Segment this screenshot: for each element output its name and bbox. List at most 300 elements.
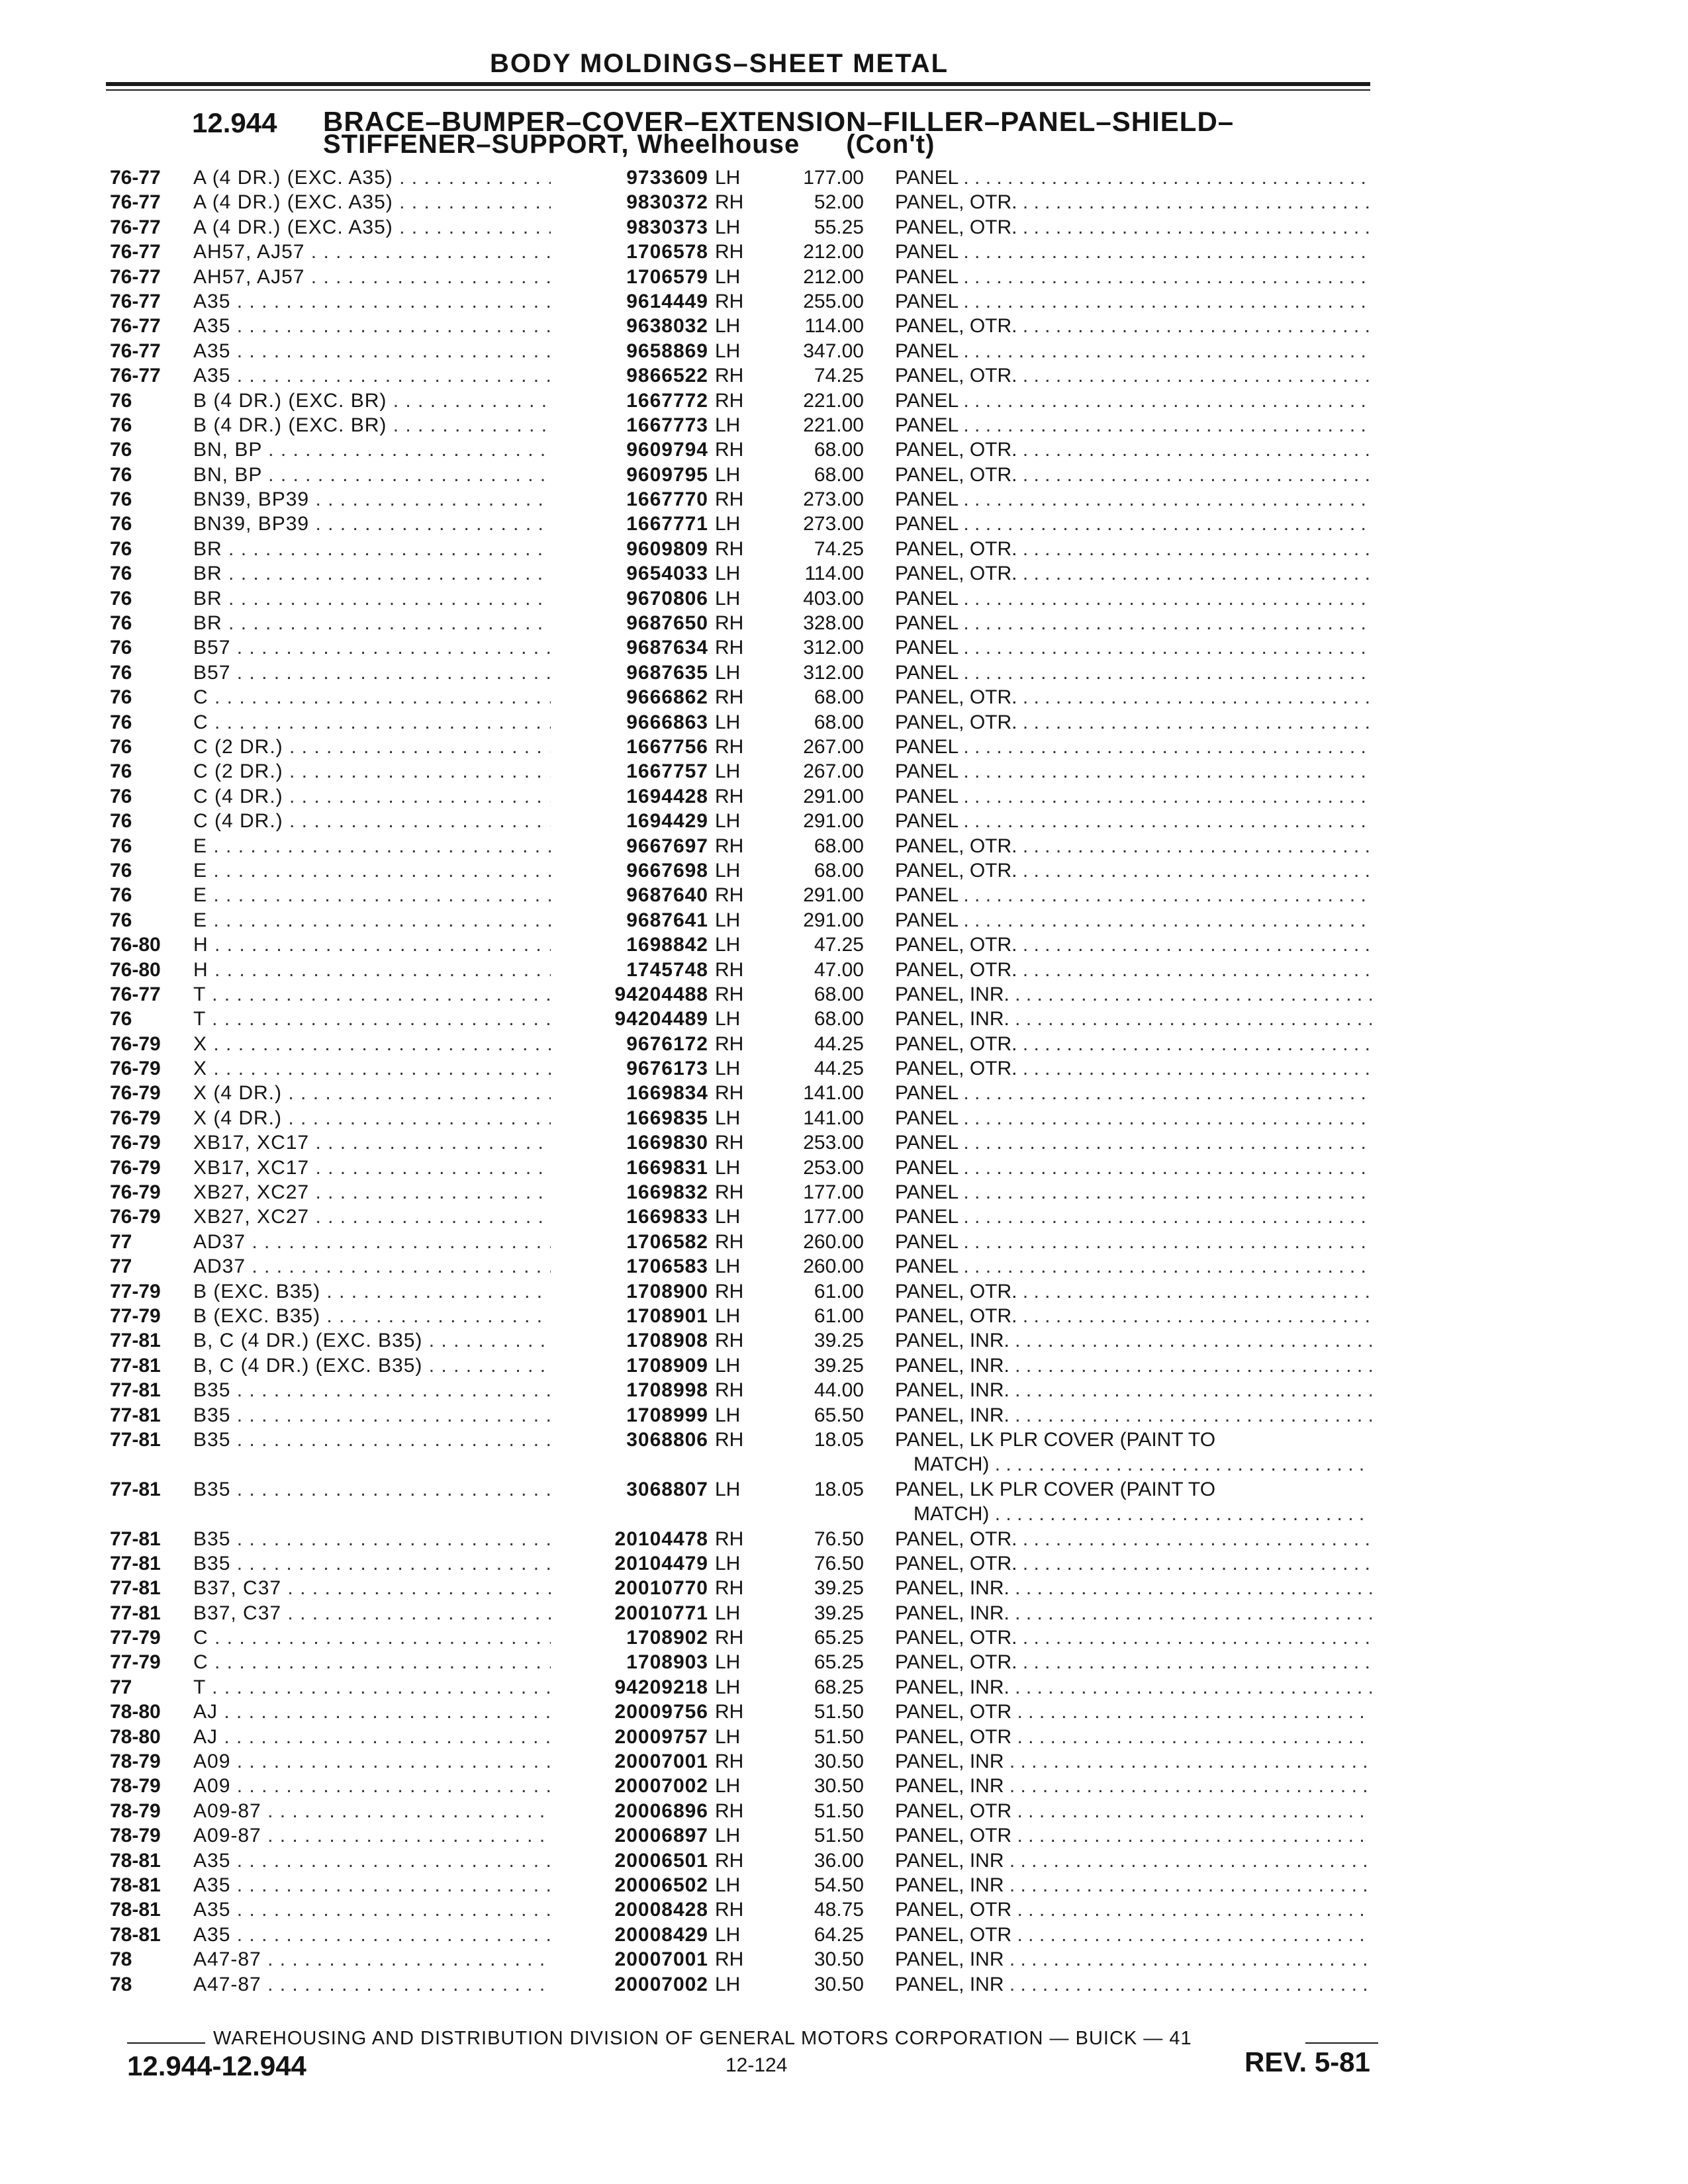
year-cell: 76 <box>110 686 132 709</box>
description-cell: PANEL . . . <box>895 388 1372 413</box>
part-number-cell: 1667772 <box>626 389 708 412</box>
year-cell: 78 <box>110 1948 132 1971</box>
side-cell: RH <box>715 1701 744 1723</box>
price-cell: 54.50 <box>814 1874 864 1896</box>
price-cell: 76.50 <box>814 1527 864 1550</box>
part-row <box>0 1700 1688 1724</box>
year-cell: 76 <box>110 414 132 436</box>
description-line: PANEL, LK PLR COVER (PAINT TO <box>895 1478 1216 1500</box>
model-cell: A09 . . . <box>193 1774 551 1798</box>
year-cell: 76-77 <box>110 216 161 238</box>
price-cell: 267.00 <box>803 735 864 758</box>
description-cell: PANEL . . . <box>895 487 1372 512</box>
description-cell: PANEL, INR . . . <box>895 1947 1372 1972</box>
part-row <box>0 339 1688 363</box>
side-cell: RH <box>715 785 744 807</box>
price-cell: 212.00 <box>803 265 864 288</box>
description-cell: PANEL, INR . . . <box>895 1774 1372 1798</box>
part-row <box>0 1032 1688 1056</box>
part-number-cell: 94204488 <box>614 983 708 1005</box>
model-cell: C . . . <box>193 685 551 709</box>
price-cell: 260.00 <box>803 1230 864 1253</box>
side-cell: LH <box>715 463 741 486</box>
year-cell: 78-79 <box>110 1775 161 1797</box>
part-row <box>0 1823 1688 1848</box>
description-continuation: MATCH) . . . <box>895 1502 1372 1526</box>
description-cell: PANEL, OTR. . . . <box>895 1032 1372 1056</box>
model-cell: B (EXC. B35) . . . <box>193 1304 551 1328</box>
side-cell: RH <box>715 1280 744 1302</box>
year-cell: 76-77 <box>110 265 161 288</box>
year-cell: 76 <box>110 909 132 931</box>
year-cell: 76-79 <box>110 1107 161 1129</box>
model-cell: BR . . . <box>193 611 551 635</box>
part-number-cell: 9614449 <box>626 290 708 312</box>
part-number-cell: 9670806 <box>626 587 708 610</box>
description-cell: PANEL, INR. . . . <box>895 1675 1372 1700</box>
model-cell: B57 . . . <box>193 635 551 660</box>
model-cell: A09-87 . . . <box>193 1823 551 1848</box>
part-number-cell: 9609809 <box>626 537 708 560</box>
description-cell: PANEL, OTR. . . . <box>895 1527 1372 1551</box>
part-row <box>0 487 1688 512</box>
model-cell: AJ . . . <box>193 1725 551 1749</box>
year-cell: 76-79 <box>110 1156 161 1179</box>
year-cell: 76 <box>110 513 132 535</box>
part-row <box>0 1205 1688 1229</box>
year-cell: 76 <box>110 711 132 733</box>
part-row <box>0 265 1688 289</box>
footer-page-number: 12-124 <box>726 2054 788 2076</box>
model-cell: E . . . <box>193 883 551 907</box>
part-row <box>0 958 1688 982</box>
side-cell: RH <box>715 983 744 1005</box>
description-cell: PANEL . . . <box>895 1106 1372 1130</box>
side-cell: LH <box>715 414 741 436</box>
model-cell: T . . . <box>193 1675 551 1700</box>
footer-revision: REV. 5-81 <box>1244 2046 1370 2077</box>
model-cell: A (4 DR.) (EXC. A35) . . . <box>193 165 551 190</box>
price-cell: 177.00 <box>803 167 864 189</box>
side-cell: LH <box>715 1825 741 1847</box>
price-cell: 255.00 <box>803 290 864 312</box>
part-number-cell: 1745748 <box>626 958 708 981</box>
side-cell: LH <box>715 1775 741 1797</box>
side-cell: RH <box>715 1948 744 1971</box>
part-row <box>0 1254 1688 1279</box>
part-number-cell: 20007001 <box>614 1751 708 1773</box>
part-number-cell: 1708900 <box>626 1280 708 1302</box>
description-cell: PANEL, INR. . . . <box>895 1403 1372 1428</box>
footer-rule-right <box>1305 2042 1378 2044</box>
description-cell: PANEL, OTR. . . . <box>895 685 1372 709</box>
year-cell: 77 <box>110 1255 132 1278</box>
description-cell: PANEL, OTR . . . <box>895 1725 1372 1749</box>
parts-list <box>0 165 1688 1997</box>
side-cell: LH <box>715 1602 741 1624</box>
part-number-cell: 9830373 <box>626 216 708 238</box>
model-cell: AD37 . . . <box>193 1230 551 1254</box>
part-row <box>0 1106 1688 1130</box>
year-cell: 76-79 <box>110 1082 161 1105</box>
price-cell: 177.00 <box>803 1206 864 1228</box>
description-cell: PANEL, INR. . . . <box>895 1353 1372 1378</box>
part-number-cell: 1667757 <box>626 760 708 783</box>
part-row <box>0 1304 1688 1328</box>
description-cell: PANEL, INR. . . . <box>895 1601 1372 1625</box>
part-row <box>0 240 1688 264</box>
model-cell: H . . . <box>193 958 551 982</box>
side-cell: RH <box>715 1627 744 1649</box>
price-cell: 114.00 <box>804 315 864 338</box>
part-number-cell: 9866522 <box>626 365 708 387</box>
part-number-cell: 9687641 <box>626 909 708 931</box>
part-number-cell: 1708998 <box>626 1379 708 1402</box>
price-cell: 39.25 <box>814 1602 864 1624</box>
model-cell: XB27, XC27 . . . <box>193 1180 551 1205</box>
part-row <box>0 1328 1688 1353</box>
model-cell: A47-87 . . . <box>193 1947 551 1972</box>
side-cell: RH <box>715 1751 744 1773</box>
description-cell: PANEL . . . <box>895 289 1372 314</box>
model-cell: E . . . <box>193 908 551 933</box>
description-cell: PANEL, INR . . . <box>895 1873 1372 1897</box>
description-cell: PANEL . . . <box>895 339 1372 363</box>
year-cell: 76-79 <box>110 1032 161 1055</box>
price-cell: 61.00 <box>814 1280 864 1302</box>
description-cell: PANEL, OTR. . . . <box>895 1304 1372 1328</box>
part-row <box>0 1378 1688 1402</box>
year-cell: 76-80 <box>110 958 161 981</box>
year-cell: 76-80 <box>110 934 161 956</box>
part-number-cell: 20007002 <box>614 1775 708 1797</box>
price-cell: 51.50 <box>814 1825 864 1847</box>
year-cell: 76-77 <box>110 241 161 263</box>
part-row <box>0 1230 1688 1254</box>
section-title-line2 <box>323 130 935 159</box>
price-cell: 68.25 <box>814 1676 864 1698</box>
side-cell: RH <box>715 365 744 387</box>
year-cell: 77-79 <box>110 1651 161 1674</box>
side-cell: RH <box>715 290 744 312</box>
price-cell: 52.00 <box>814 191 864 214</box>
part-row <box>0 215 1688 240</box>
part-row <box>0 1428 1688 1477</box>
section-title-line1: BRACE–BUMPER–COVER–EXTENSION–FILLER–PANEL–SHIELD– <box>323 106 1235 137</box>
model-cell: B (4 DR.) (EXC. BR) . . . <box>193 388 551 413</box>
description-cell: PANEL, OTR. . . . <box>895 561 1372 586</box>
price-cell: 64.25 <box>814 1923 864 1946</box>
year-cell: 78-80 <box>110 1701 161 1723</box>
part-number-cell: 20006501 <box>614 1849 708 1872</box>
header-rule-thin <box>106 89 1370 91</box>
part-row <box>0 1551 1688 1576</box>
part-row <box>0 759 1688 784</box>
model-cell: A35 . . . <box>193 363 551 388</box>
part-number-cell: 1669835 <box>626 1107 708 1129</box>
year-cell: 76 <box>110 439 132 461</box>
year-cell: 78-79 <box>110 1751 161 1773</box>
description-cell: PANEL . . . <box>895 265 1372 289</box>
description-cell: PANEL . . . <box>895 784 1372 809</box>
price-cell: 18.05 <box>814 1478 864 1500</box>
price-cell: 68.00 <box>814 1008 864 1030</box>
year-cell: 76 <box>110 785 132 807</box>
part-row <box>0 933 1688 957</box>
part-number-cell: 20006502 <box>614 1874 708 1896</box>
side-cell: RH <box>715 637 744 659</box>
part-row <box>0 1799 1688 1823</box>
side-cell: LH <box>715 1058 741 1080</box>
footer-section-range: 12.944-12.944 <box>127 2050 306 2081</box>
footer-rule-left <box>127 2042 205 2044</box>
model-cell: B, C (4 DR.) (EXC. B35) . . . <box>193 1353 551 1378</box>
price-cell: 177.00 <box>803 1181 864 1204</box>
description-cell <box>895 1477 1372 1527</box>
part-row <box>0 1353 1688 1378</box>
description-cell: PANEL, OTR. . . . <box>895 1279 1372 1304</box>
model-cell: A35 . . . <box>193 314 551 338</box>
price-cell: 253.00 <box>803 1132 864 1154</box>
part-number-cell: 3068806 <box>626 1428 708 1451</box>
part-number-cell: 20008428 <box>614 1899 708 1921</box>
model-cell: A35 . . . <box>193 1923 551 1947</box>
side-cell: LH <box>715 1651 741 1674</box>
model-cell: A (4 DR.) (EXC. A35) . . . <box>193 190 551 214</box>
model-cell: B35 . . . <box>193 1403 551 1428</box>
description-cell <box>895 1428 1372 1477</box>
part-row <box>0 784 1688 809</box>
side-cell: LH <box>715 167 741 189</box>
price-cell: 291.00 <box>803 909 864 931</box>
description-cell: PANEL . . . <box>895 586 1372 611</box>
part-row <box>0 710 1688 735</box>
price-cell: 212.00 <box>803 241 864 263</box>
model-cell: A35 . . . <box>193 289 551 314</box>
model-cell: BR . . . <box>193 537 551 561</box>
part-row <box>0 1056 1688 1081</box>
part-number-cell: 9733609 <box>626 167 708 189</box>
side-cell: LH <box>715 315 741 338</box>
description-cell: PANEL, OTR. . . . <box>895 463 1372 487</box>
side-cell: LH <box>715 340 741 362</box>
model-cell: T . . . <box>193 982 551 1007</box>
part-row <box>0 1601 1688 1625</box>
price-cell: 267.00 <box>803 760 864 783</box>
part-number-cell: 1669834 <box>626 1082 708 1105</box>
price-cell: 273.00 <box>803 513 864 535</box>
model-cell: A (4 DR.) (EXC. A35) . . . <box>193 215 551 240</box>
description-cell: PANEL . . . <box>895 1230 1372 1254</box>
description-cell: PANEL, INR . . . <box>895 1749 1372 1774</box>
description-cell: PANEL . . . <box>895 240 1372 264</box>
model-cell: B57 . . . <box>193 660 551 685</box>
model-cell: BR . . . <box>193 561 551 586</box>
model-cell: B (4 DR.) (EXC. BR) . . . <box>193 413 551 437</box>
description-cell: PANEL, INR . . . <box>895 1972 1372 1997</box>
price-cell: 291.00 <box>803 785 864 807</box>
part-row <box>0 1923 1688 1947</box>
part-row <box>0 809 1688 833</box>
part-row <box>0 363 1688 388</box>
part-row <box>0 1279 1688 1304</box>
part-row <box>0 1897 1688 1922</box>
side-cell: LH <box>715 265 741 288</box>
description-cell: PANEL . . . <box>895 660 1372 685</box>
price-cell: 51.50 <box>814 1725 864 1748</box>
year-cell: 78-81 <box>110 1899 161 1921</box>
side-cell: RH <box>715 686 744 709</box>
description-cell: PANEL . . . <box>895 1081 1372 1105</box>
side-cell: LH <box>715 1725 741 1748</box>
description-cell: PANEL . . . <box>895 165 1372 190</box>
price-cell: 48.75 <box>814 1899 864 1921</box>
model-cell: X . . . <box>193 1056 551 1081</box>
price-cell: 68.00 <box>814 439 864 461</box>
price-cell: 68.00 <box>814 983 864 1005</box>
model-cell: B37, C37 . . . <box>193 1576 551 1600</box>
part-number-cell: 1708902 <box>626 1627 708 1649</box>
side-cell: LH <box>715 760 741 783</box>
description-cell: PANEL, OTR. . . . <box>895 1056 1372 1081</box>
price-cell: 30.50 <box>814 1775 864 1797</box>
part-row <box>0 512 1688 536</box>
year-cell: 76 <box>110 612 132 635</box>
part-row <box>0 1972 1688 1997</box>
side-cell: LH <box>715 513 741 535</box>
price-cell: 68.00 <box>814 859 864 882</box>
part-row <box>0 388 1688 413</box>
part-number-cell: 1667756 <box>626 735 708 758</box>
side-cell: RH <box>715 1428 744 1451</box>
part-number-cell: 1708909 <box>626 1354 708 1377</box>
part-row <box>0 1007 1688 1031</box>
description-cell: PANEL, OTR. . . . <box>895 363 1372 388</box>
year-cell: 76-79 <box>110 1206 161 1228</box>
side-cell: LH <box>715 1206 741 1228</box>
part-number-cell: 20010771 <box>614 1602 708 1624</box>
part-row <box>0 1576 1688 1600</box>
price-cell: 55.25 <box>814 216 864 238</box>
part-number-cell: 20007001 <box>614 1948 708 1971</box>
description-cell: PANEL, OTR . . . <box>895 1700 1372 1724</box>
part-number-cell: 1708999 <box>626 1404 708 1426</box>
description-cell: PANEL, OTR . . . <box>895 1823 1372 1848</box>
description-cell: PANEL, OTR. . . . <box>895 190 1372 214</box>
part-row <box>0 908 1688 933</box>
part-row <box>0 834 1688 858</box>
model-cell: A09 . . . <box>193 1749 551 1774</box>
side-cell: LH <box>715 1973 741 1995</box>
year-cell: 78-81 <box>110 1849 161 1872</box>
side-cell: LH <box>715 1354 741 1377</box>
part-row <box>0 883 1688 907</box>
part-number-cell: 9687635 <box>626 661 708 684</box>
part-row <box>0 1477 1688 1527</box>
year-cell: 77-81 <box>110 1379 161 1402</box>
part-number-cell: 9638032 <box>626 315 708 338</box>
model-cell: E . . . <box>193 858 551 883</box>
model-cell: A09-87 . . . <box>193 1799 551 1823</box>
year-cell: 76 <box>110 587 132 610</box>
part-number-cell: 1667770 <box>626 488 708 511</box>
model-cell: B37, C37 . . . <box>193 1601 551 1625</box>
part-number-cell: 1698842 <box>626 934 708 956</box>
price-cell: 30.50 <box>814 1751 864 1773</box>
year-cell: 76 <box>110 389 132 412</box>
description-cell: PANEL, INR. . . . <box>895 982 1372 1007</box>
description-cell: PANEL . . . <box>895 1156 1372 1180</box>
description-cell: PANEL, OTR. . . . <box>895 537 1372 561</box>
year-cell: 77-81 <box>110 1527 161 1550</box>
model-cell: X (4 DR.) . . . <box>193 1081 551 1105</box>
part-number-cell: 1708901 <box>626 1304 708 1327</box>
model-cell: B (EXC. B35) . . . <box>193 1279 551 1304</box>
year-cell: 77-81 <box>110 1354 161 1377</box>
year-cell: 76 <box>110 637 132 659</box>
part-row <box>0 1873 1688 1897</box>
part-row <box>0 1947 1688 1972</box>
price-cell: 47.00 <box>814 958 864 981</box>
side-cell: LH <box>715 1255 741 1278</box>
side-cell: RH <box>715 1577 744 1600</box>
year-cell: 76 <box>110 859 132 882</box>
description-line: PANEL, LK PLR COVER (PAINT TO <box>895 1428 1216 1451</box>
side-cell: RH <box>715 1032 744 1055</box>
price-cell: 65.25 <box>814 1627 864 1649</box>
part-row <box>0 463 1688 487</box>
part-number-cell: 3068807 <box>626 1478 708 1500</box>
side-cell: RH <box>715 1799 744 1822</box>
part-row <box>0 190 1688 214</box>
side-cell: LH <box>715 909 741 931</box>
price-cell: 65.50 <box>814 1404 864 1426</box>
year-cell: 76 <box>110 463 132 486</box>
part-row <box>0 1749 1688 1774</box>
description-cell: PANEL, OTR. . . . <box>895 858 1372 883</box>
description-cell: PANEL . . . <box>895 1180 1372 1205</box>
year-cell: 78-79 <box>110 1825 161 1847</box>
model-cell: B35 . . . <box>193 1551 551 1576</box>
side-cell: RH <box>715 241 744 263</box>
model-cell: C (4 DR.) . . . <box>193 809 551 833</box>
part-row <box>0 165 1688 190</box>
year-cell: 78 <box>110 1973 132 1995</box>
price-cell: 44.00 <box>814 1379 864 1402</box>
price-cell: 291.00 <box>803 810 864 833</box>
model-cell: A35 . . . <box>193 339 551 363</box>
year-cell: 76 <box>110 735 132 758</box>
model-cell: H . . . <box>193 933 551 957</box>
part-row <box>0 635 1688 660</box>
side-cell: LH <box>715 1552 741 1574</box>
side-cell: LH <box>715 1923 741 1946</box>
part-number-cell: 1706582 <box>626 1230 708 1253</box>
model-cell: B35 . . . <box>193 1428 551 1452</box>
side-cell: RH <box>715 1330 744 1352</box>
side-cell: RH <box>715 958 744 981</box>
year-cell: 78-80 <box>110 1725 161 1748</box>
part-number-cell: 20104478 <box>614 1527 708 1550</box>
side-cell: LH <box>715 563 741 585</box>
model-cell: BN, BP . . . <box>193 437 551 462</box>
part-number-cell: 9687650 <box>626 612 708 635</box>
part-row <box>0 982 1688 1007</box>
year-cell: 78-79 <box>110 1799 161 1822</box>
part-number-cell: 9667698 <box>626 859 708 882</box>
side-cell: RH <box>715 1082 744 1105</box>
side-cell: LH <box>715 1478 741 1500</box>
